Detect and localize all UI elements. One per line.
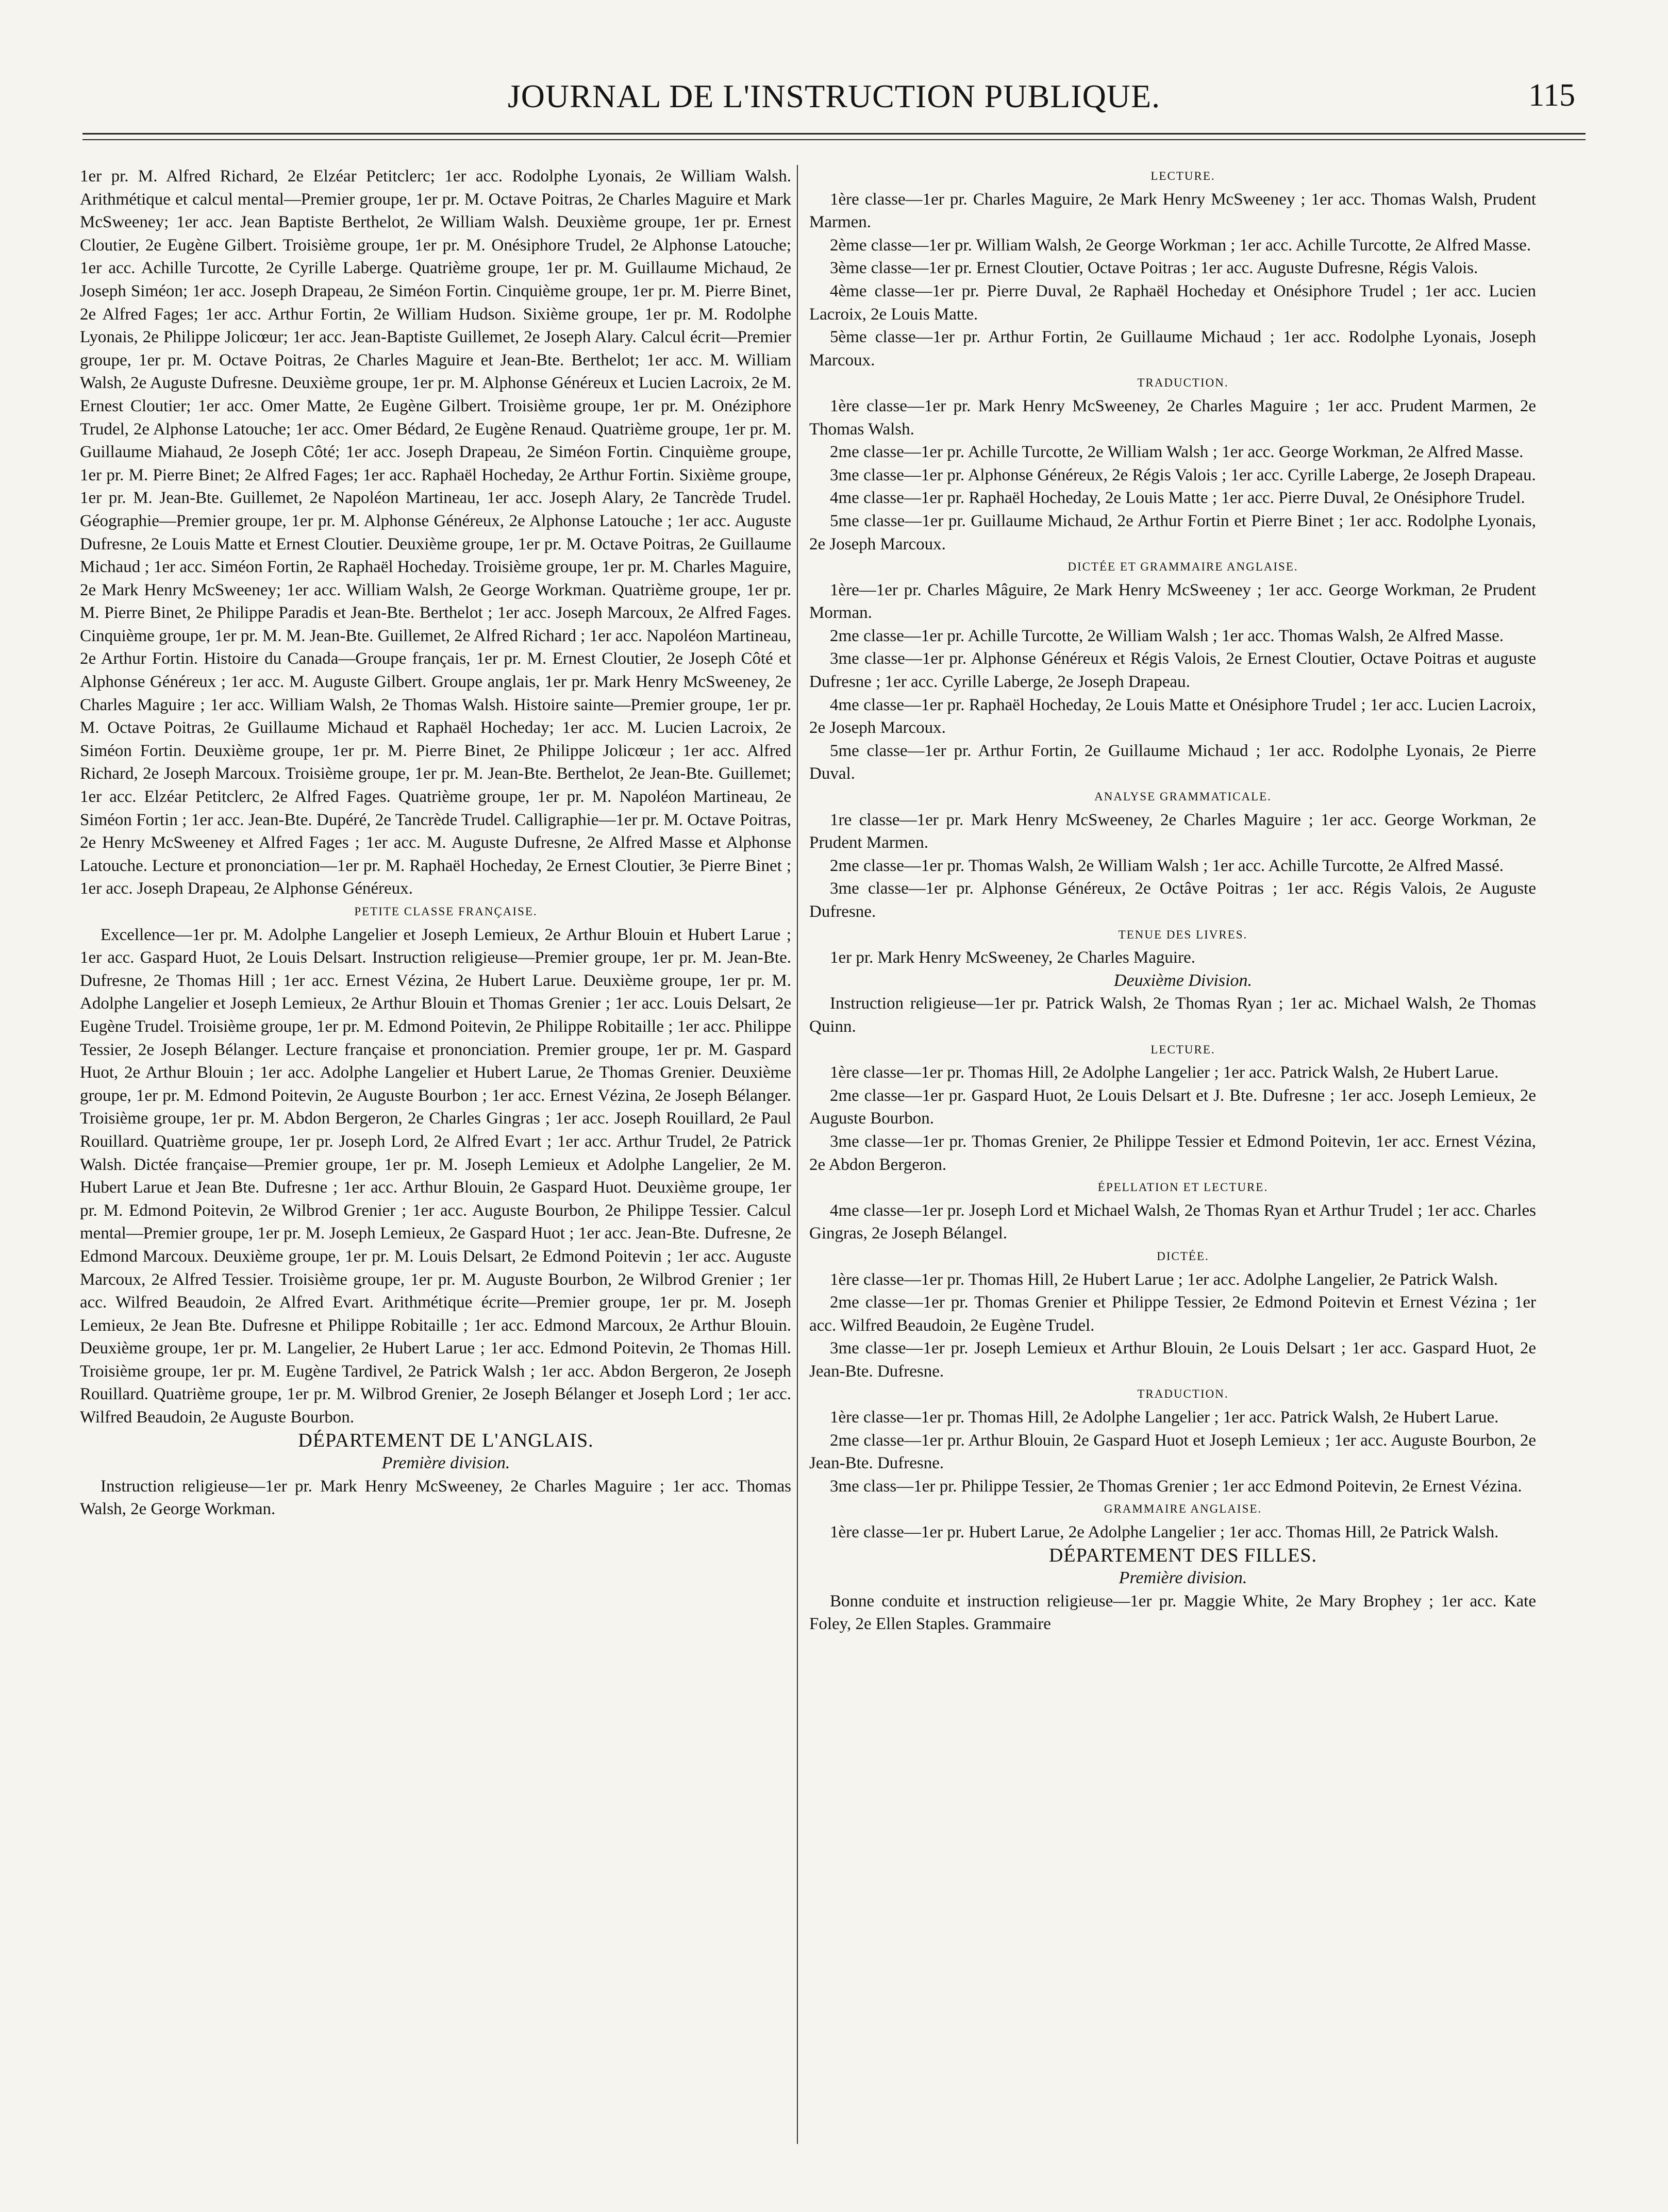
instruction-paragraph: Instruction religieuse—1er pr. Mark Henry McSweeney, 2e Charles Maguire ; 1er acc. Thomas Walsh, 2e George Workman. bbox=[80, 1477, 791, 1519]
entry: 3me classe—1er pr. Alphonse Généreux et Régis Valois, 2e Ernest Cloutier, Octave Poitras et auguste Dufresne ; 1er acc. Cyrille Laberge, 2e Joseph Drapeau. bbox=[809, 649, 1536, 692]
entry: 4ème classe—1er pr. Pierre Duval, 2e Raphaël Hocheday et Onésiphore Trudel ; 1er acc. Lucien Lacroix, 2e Louis Matte. bbox=[809, 281, 1536, 324]
entry: 3me classe—1er pr. Alphonse Généreux, 2e Régis Valois ; 1er acc. Cyrille Laberge, 2e Joseph Drapeau. bbox=[830, 465, 1536, 484]
page-header bbox=[82, 77, 1586, 119]
section-heading: TRADUCTION. bbox=[1137, 376, 1229, 390]
left-column bbox=[80, 165, 791, 1521]
entry: 3me class—1er pr. Philippe Tessier, 2e Thomas Grenier ; 1er acc Edmond Poitevin, 2e Ernest Vézina. bbox=[830, 1477, 1522, 1496]
entry: 4me classe—1er pr. Raphaël Hocheday, 2e Louis Matte et Onésiphore Trudel ; 1er acc. Lucien Lacroix, 2e Joseph Marcoux. bbox=[809, 695, 1536, 738]
entry: 5ème classe—1er pr. Arthur Fortin, 2e Guillaume Michaud ; 1er acc. Rodolphe Lyonais, Joseph Marcoux. bbox=[809, 328, 1536, 370]
page-number: 115 bbox=[1528, 78, 1575, 113]
section-heading: ANALYSE GRAMMATICALE. bbox=[1094, 790, 1272, 803]
entry: 4me classe—1er pr. Joseph Lord et Michael Walsh, 2e Thomas Ryan et Arthur Trudel ; 1er acc. Charles Gingras, 2e Joseph Bélangel. bbox=[809, 1201, 1536, 1243]
entry: 2me classe—1er pr. Arthur Blouin, 2e Gaspard Huot et Joseph Lemieux ; 1er acc. Auguste Bourbon, 2e Jean-Bte. Dufresne. bbox=[809, 1431, 1536, 1473]
division-heading: Première division. bbox=[1119, 1568, 1247, 1588]
entry: 2me classe—1er pr. Gaspard Huot, 2e Louis Delsart et J. Bte. Dufresne ; 1er acc. Joseph Lemieux, 2e Auguste Bourbon. bbox=[809, 1086, 1536, 1128]
department-heading: DÉPARTEMENT DE L'ANGLAIS. bbox=[298, 1429, 594, 1451]
entry: 1ère classe—1er pr. Thomas Hill, 2e Hubert Larue ; 1er acc. Adolphe Langelier, 2e Patrick Walsh. bbox=[830, 1270, 1498, 1289]
entry: 1ère—1er pr. Charles Mâguire, 2e Mark Henry McSweeney ; 1er acc. George Workman, 2e Prudent Morman. bbox=[809, 580, 1536, 623]
entry: 1er pr. Mark Henry McSweeney, 2e Charles Maguire. bbox=[830, 948, 1195, 967]
section-heading: TRADUCTION. bbox=[1137, 1387, 1229, 1401]
entry: 3me classe—1er pr. Alphonse Généreux, 2e Octâve Poitras ; 1er acc. Régis Valois, 2e Auguste Dufresne. bbox=[809, 879, 1536, 921]
entry: 3me classe—1er pr. Joseph Lemieux et Arthur Blouin, 2e Louis Delsart ; 1er acc. Gaspard Huot, 2e Jean-Bte. Dufresne. bbox=[809, 1339, 1536, 1381]
division-heading: Deuxième Division. bbox=[1113, 970, 1253, 990]
header-rule-secondary bbox=[82, 139, 1586, 140]
section-heading: DICTÉE. bbox=[1157, 1249, 1209, 1263]
petite-classe-paragraph: Excellence—1er pr. M. Adolphe Langelier et Joseph Lemieux, 2e Arthur Blouin et Hubert Larue ; 1er acc. Gaspard Huot, 2e Louis Delsart. Instruction religieuse—Premier groupe, 1er pr. M. Jean-Bte. Dufresne, 2e Thomas Hill ; 1er acc. Ernest Vézina, 2e Hubert Larue. Deuxième groupe, 1er pr. M. Adolphe Langelier et Joseph Lemieux, 2e Arthur Blouin et Thomas Grenier ; 1er acc. Louis Delsart, 2e Eugène Trudel. Troisième groupe, 1er pr. M. Edmond Poitevin, 2e Philippe Robitaille ; 1er acc. Philippe Tessier, 2e Joseph Bélanger. Lecture française et prononciation. Premier groupe, 1er pr. M. Gaspard Huot, 2e Arthur Blouin ; 1er acc. Adolphe Langelier et Hubert Larue, 2e Thomas Grenier. Deuxième groupe, 1er pr. M. Edmond Poitevin, 2e Auguste Bourbon ; 1er acc. Ernest Vézina, 2e Joseph Bélanger. Troisième groupe, 1er pr. M. Abdon Bergeron, 2e Charles Gingras ; 1er acc. Joseph Rouillard, 2e Paul Rouillard. Quatrième groupe, 1er pr. Joseph Lord, 2e Alfred Evart ; 1er acc. Arthur Trudel, 2e Patrick Walsh. Dictée française—Premier groupe, 1er pr. M. Joseph Lemieux et Adolphe Langelier, 2e M. Hubert Larue et Jean Bte. Dufresne ; 1er acc. Arthur Blouin, 2e Gaspard Huot. Deuxième groupe, 1er pr. M. Edmond Poitevin, 2e Wilbrod Grenier ; 1er acc. Auguste Bourbon, 2e Philippe Tessier. Calcul mental—Premier groupe, 1er pr. M. Joseph Lemieux, 2e Gaspard Huot ; 1er acc. Jean-Bte. Dufresne, 2e Edmond Marcoux. Deuxième groupe, 1er pr. M. Louis Delsart, 2e Edmond Poitevin ; 1er acc. Auguste Marcoux, 2e Alfred Tessier. Troisième groupe, 1er pr. M. Auguste Bourbon, 2e Wilbrod Grenier ; 1er acc. Wilfred Beaudoin, 2e Alfred Evart. Arithmétique écrite—Premier groupe, 1er pr. M. Joseph Lemieux, 2e Jean Bte. Dufresne et Philippe Robitaille ; 1er acc. Edmond Marcoux, 2e Arthur Blouin. Deuxième groupe, 1er pr. M. Langelier, 2e Hubert Larue ; 1er acc. Edmond Poitevin, 2e Thomas Hill. Troisième groupe, 1er pr. M. Eugène Tardivel, 2e Patrick Walsh ; 1er acc. Abdon Bergeron, 2e Joseph Rouillard. Quatrième groupe, 1er pr. M. Wilbrod Grenier, 2e Joseph Bélanger et Joseph Lord ; 1er acc. Wilfred Beaudoin, 2e Auguste Bourbon. bbox=[80, 925, 791, 1427]
section-heading: LECTURE. bbox=[1150, 170, 1215, 182]
column-divider bbox=[797, 165, 798, 2144]
department-heading: DÉPARTEMENT DES FILLES. bbox=[1048, 1544, 1317, 1566]
entry: 2me classe—1er pr. Thomas Grenier et Philippe Tessier, 2e Edmond Poitevin et Ernest Vézina ; 1er acc. Wilfred Beaudoin, 2e Eugène Trudel. bbox=[809, 1293, 1536, 1335]
entry: 1re classe—1er pr. Mark Henry McSweeney, 2e Charles Maguire ; 1er acc. George Workman, 2e Prudent Marmen. bbox=[809, 810, 1536, 852]
section-heading: PETITE CLASSE FRANÇAISE. bbox=[354, 905, 538, 918]
right-column bbox=[809, 165, 1536, 1636]
journal-title: JOURNAL DE L'INSTRUCTION PUBLIQUE. bbox=[507, 78, 1161, 114]
entry: 1ère classe—1er pr. Charles Maguire, 2e Mark Henry McSweeney ; 1er acc. Thomas Walsh, Prudent Marmen. bbox=[809, 190, 1536, 232]
section-heading: LECTURE. bbox=[1150, 1043, 1215, 1056]
header-rule bbox=[82, 133, 1586, 135]
entry: Instruction religieuse—1er pr. Patrick Walsh, 2e Thomas Ryan ; 1er ac. Michael Walsh, 2e Thomas Quinn. bbox=[809, 994, 1536, 1036]
entry: 1ère classe—1er pr. Thomas Hill, 2e Adolphe Langelier ; 1er acc. Patrick Walsh, 2e Hubert Larue. bbox=[830, 1063, 1499, 1082]
section-heading: GRAMMAIRE ANGLAISE. bbox=[1104, 1502, 1262, 1516]
entry: 3ème classe—1er pr. Ernest Cloutier, Octave Poitras ; 1er acc. Auguste Dufresne, Régis Valois. bbox=[830, 259, 1478, 278]
entry: 2me classe—1er pr. Achille Turcotte, 2e William Walsh ; 1er acc. George Workman, 2e Alfred Masse. bbox=[830, 443, 1524, 462]
entry: Bonne conduite et instruction religieuse—1er pr. Maggie White, 2e Mary Brophey ; 1er acc. Kate Foley, 2e Ellen Staples. Grammaire bbox=[809, 1591, 1536, 1634]
entry: 1ère classe—1er pr. Mark Henry McSweeney, 2e Charles Maguire ; 1er acc. Prudent Marmen, 2e Thomas Walsh. bbox=[809, 396, 1536, 439]
results-paragraph: 1er pr. M. Alfred Richard, 2e Elzéar Petitclerc; 1er acc. Rodolphe Lyonais, 2e William Walsh. Arithmétique et calcul mental—Premier groupe, 1er pr. M. Octave Poitras, 2e Charles Maguire et Mark McSweeney; 1er acc. Jean Baptiste Berthelot, 2e William Walsh. Deuxième groupe, 1er pr. Ernest Cloutier, 2e Eugène Gilbert. Troisième groupe, 1er pr. M. Onésiphore Trudel, 2e Alphonse Latouche; 1er acc. Achille Turcotte, 2e Cyrille Laberge. Quatrième groupe, 1er pr. M. Guillaume Michaud, 2e Joseph Siméon; 1er acc. Joseph Drapeau, 2e Siméon Fortin. Cinquième groupe, 1er pr. M. Pierre Binet, 2e Alfred Fages; 1er acc. Arthur Fortin, 2e William Hudson. Sixième groupe, 1er pr. M. Rodolphe Lyonais, 2e Philippe Jolicœur; 1er acc. Jean-Baptiste Guillemet, 2e Joseph Alary. Calcul écrit—Premier groupe, 1er pr. M. Octave Poitras, 2e Charles Maguire et Jean-Bte. Berthelot; 1er acc. M. William Walsh, 2e Auguste Dufresne. Deuxième groupe, 1er pr. M. Alphonse Généreux et Lucien Lacroix, 2e M. Ernest Cloutier; 1er acc. Omer Matte, 2e Eugène Gilbert. Troisième groupe, 1er pr. M. Onéziphore Trudel, 2e Alphonse Latouche; 1er acc. Omer Bédard, 2e Eugène Renaud. Quatrième groupe, 1er pr. M. Guillaume Miahaud, 2e Joseph Côté; 1er acc. Joseph Drapeau, 2e Siméon Fortin. Cinquième groupe, 1er pr. M. Pierre Binet; 2e Alfred Fages; 1er acc. Raphaël Hocheday, 2e Arthur Fortin. Sixième groupe, 1er pr. M. Jean-Bte. Guillemet, 2e Napoléon Martineau, 1er acc. Joseph Alary, 2e Tancrède Trudel. Géographie—Premier groupe, 1er pr. M. Alphonse Généreux, 2e Alphonse Latouche ; 1er acc. Auguste Dufresne, 2e Louis Matte et Ernest Cloutier. Deuxième groupe, 1er pr. M. Octave Poitras, 2e Guillaume Michaud ; 1er acc. Siméon Fortin, 2e Raphaël Hocheday. Troisième groupe, 1er pr. M. Charles Maguire, 2e Mark Henry McSweeney; 1er acc. William Walsh, 2e George Workman. Quatrième groupe, 1er pr. M. Pierre Binet, 2e Philippe Paradis et Jean-Bte. Berthelot ; 1er acc. Joseph Marcoux, 2e Alfred Fages. Cinquième groupe, 1er pr. M. M. Jean-Bte. Guillemet, 2e Alfred Richard ; 1er acc. Napoléon Martineau, 2e Arthur Fortin. Histoire du Canada—Groupe français, 1er pr. M. Ernest Cloutier, 2e Joseph Côté et Alphonse Généreux ; 1er acc. M. Auguste Gilbert. Groupe anglais, 1er pr. Mark Henry McSweeney, 2e Charles Maguire ; 1er acc. William Walsh, 2e Thomas Walsh. Histoire sainte—Premier groupe, 1er pr. M. Octave Poitras, 2e Guillaume Michaud et Raphaël Hocheday; 1er acc. M. Lucien Lacroix, 2e Siméon Fortin. Deuxième groupe, 1er pr. M. Pierre Binet, 2e Philippe Jolicœur ; 1er acc. Alfred Richard, 2e Joseph Marcoux. Troisième groupe, 1er pr. M. Jean-Bte. Berthelot, 2e Jean-Bte. Guillemet; 1er acc. Elzéar Petitclerc, 2e Alfred Fages. Quatrième groupe, 1er pr. M. Napoléon Martineau, 2e Siméon Fortin ; 1er acc. Jean-Bte. Dupéré, 2e Tancrède Trudel. Calligraphie—1er pr. M. Octave Poitras, 2e Henry McSweeney et Alfred Fages ; 1er acc. M. Auguste Dufresne, 2e Alfred Masse et Alphonse Latouche. Lecture et prononciation—1er pr. M. Raphaël Hocheday, 2e Ernest Cloutier, 3e Pierre Binet ; 1er acc. Joseph Drapeau, 2e Alphonse Généreux. bbox=[80, 167, 791, 898]
division-heading: Première division. bbox=[381, 1453, 510, 1473]
entry: 2me classe—1er pr. Thomas Walsh, 2e William Walsh ; 1er acc. Achille Turcotte, 2e Alfred Massé. bbox=[830, 856, 1504, 875]
entry: 5me classe—1er pr. Guillaume Michaud, 2e Arthur Fortin et Pierre Binet ; 1er acc. Rodolphe Lyonais, 2e Joseph Marcoux. bbox=[809, 511, 1536, 554]
entry: 2ème classe—1er pr. William Walsh, 2e George Workman ; 1er acc. Achille Turcotte, 2e Alfred Masse. bbox=[830, 236, 1531, 255]
entry: 3me classe—1er pr. Thomas Grenier, 2e Philippe Tessier et Edmond Poitevin, 1er acc. Ernest Vézina, 2e Abdon Bergeron. bbox=[809, 1132, 1536, 1174]
entry: 5me classe—1er pr. Arthur Fortin, 2e Guillaume Michaud ; 1er acc. Rodolphe Lyonais, 2e Pierre Duval. bbox=[809, 741, 1536, 783]
section-heading: TENUE DES LIVRES. bbox=[1118, 928, 1248, 941]
entry: 1ère classe—1er pr. Hubert Larue, 2e Adolphe Langelier ; 1er acc. Thomas Hill, 2e Patrick Walsh. bbox=[830, 1523, 1499, 1542]
entry: 4me classe—1er pr. Raphaël Hocheday, 2e Louis Matte ; 1er acc. Pierre Duval, 2e Onésiphore Trudel. bbox=[830, 489, 1525, 508]
section-heading: ÉPELLATION ET LECTURE. bbox=[1097, 1181, 1269, 1194]
entry: 2me classe—1er pr. Achille Turcotte, 2e William Walsh ; 1er acc. Thomas Walsh, 2e Alfred Masse. bbox=[830, 626, 1504, 645]
section-heading: DICTÉE ET GRAMMAIRE ANGLAISE. bbox=[1067, 560, 1298, 574]
entry: 1ère classe—1er pr. Thomas Hill, 2e Adolphe Langelier ; 1er acc. Patrick Walsh, 2e Hubert Larue. bbox=[830, 1408, 1499, 1427]
